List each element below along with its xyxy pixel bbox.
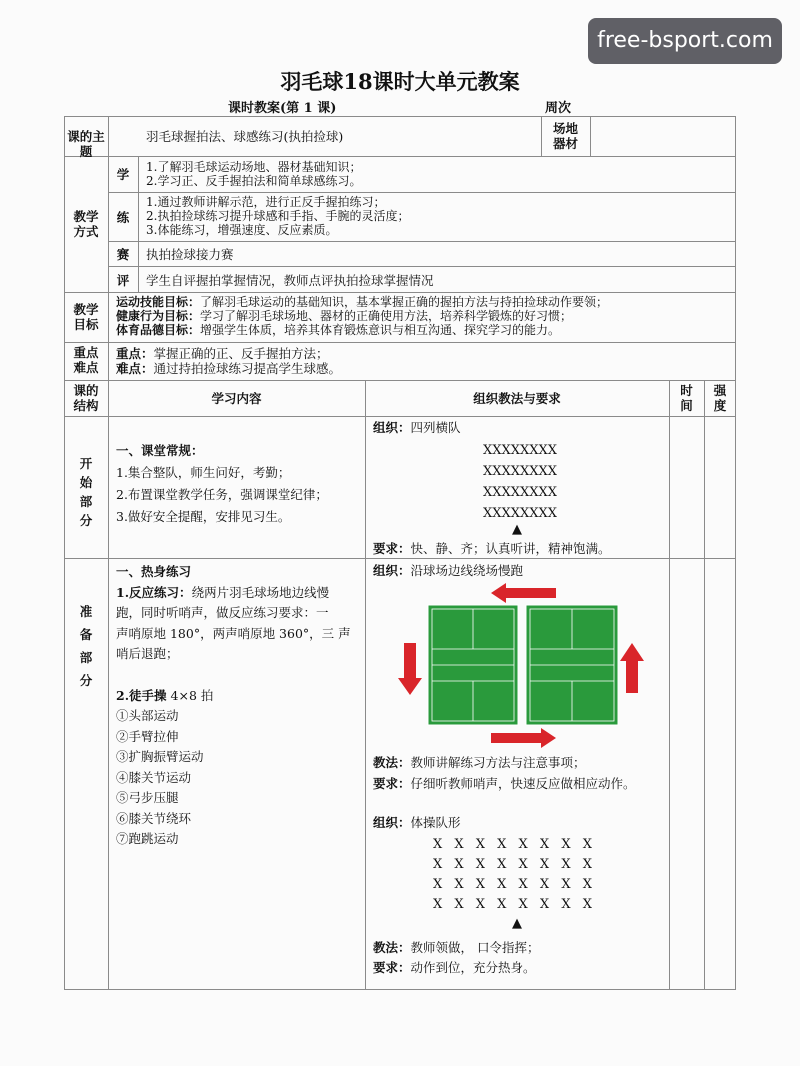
arrow-top <box>491 583 556 603</box>
method-lian-text: 1.通过教师讲解示范，进行正反手握拍练习； 2.执拍捡球练习提升球感和手指、手腕的灵活度； 3.体能练习，增强速度、反应素质。 <box>146 195 410 237</box>
start-org: 组织：四列横队 <box>373 420 461 435</box>
prep-method1: 教法：教师讲解练习方法与注意事项； 要求：仔细听教师哨声，快速反应做相应动作。 <box>373 755 636 791</box>
teacher-marker: ▲ <box>512 522 522 537</box>
method-xue-label: 学 <box>116 167 130 182</box>
prep-method2: 教法：教师领做， 口令指挥； 要求：动作到位，充分热身。 <box>373 940 540 975</box>
goals-label: 教学 目标 <box>73 302 99 332</box>
method-sai-label: 赛 <box>116 247 130 262</box>
lesson-label: 课时教案(第 1 课) <box>228 101 337 116</box>
header-structure: 课的 结构 <box>73 383 99 413</box>
method-label: 教学 方式 <box>73 209 99 239</box>
prep-org2: 组织：体操队形 <box>373 815 461 830</box>
court-diagram <box>396 583 646 749</box>
arrow-bottom <box>491 728 556 748</box>
prep-content: 一、热身练习 1.反应练习：绕两片羽毛球场地边线慢 跑，同时听哨声，做反应练习要求：一 声哨原地 180°，两声哨原地 360°，三 声 哨后退跑； 2.徒手操 4×8 拍 ①头部运动 ②手臂拉伸 ③扩胸振臂运动 ④膝关节运动 ⑤弓步压腿 ⑥膝关节绕环 ⑦跑跳运动 <box>116 564 351 846</box>
header-intensity: 强 度 <box>713 383 727 413</box>
prep-org1: 组织：沿球场边线绕场慢跑 <box>373 563 524 578</box>
theme-label: 课的主题 <box>67 129 105 159</box>
lesson-plan-table <box>64 116 736 990</box>
method-lian-label: 练 <box>116 210 130 225</box>
prep-formation: X X X X X X X X X X X X X X X X X X X X X X X X X X X X X X X X <box>433 837 596 912</box>
page-title: 羽毛球18课时大单元教案 <box>280 69 520 94</box>
week-label: 周次 <box>545 101 572 116</box>
teacher-marker-2: ▲ <box>512 916 522 931</box>
theme-value: 羽毛球握拍法、球感练习(执拍捡球) <box>146 129 344 144</box>
start-content: 一、课堂常规： 1.集合整队，师生问好，考勤； 2.布置课堂教学任务，强调课堂纪律； 3.做好安全提醒，安排见习生。 <box>116 443 328 524</box>
key-list: 重点：掌握正确的正、反手握拍方法； 难点：通过持拍捡球练习提高学生球感。 <box>116 346 342 376</box>
venue-label: 场地 器材 <box>552 121 578 151</box>
prep-label: 准 备 部 分 <box>79 604 93 688</box>
method-ping-label: 评 <box>116 273 130 288</box>
start-formation: XXXXXXXX XXXXXXXX XXXXXXXX XXXXXXXX <box>483 443 558 521</box>
goals-list: 运动技能目标：了解羽毛球运动的基础知识，基本掌握正确的握拍方法与持拍捡球动作要领； 健康行为目标：学习了解羽毛球场地、器材的正确使用方法，培养科学锻炼的好习惯； 体育品德目标：增强学生体质，培养其体育锻炼意识与相互沟通、探究学习的能力。 <box>116 295 609 337</box>
header-time: 时 间 <box>680 383 693 413</box>
method-ping-text: 学生自评握拍掌握情况，教师点评执拍捡球掌握情况 <box>146 273 434 288</box>
arrow-left <box>398 643 422 695</box>
start-label: 开 始 部 分 <box>79 456 93 528</box>
start-req: 要求：快、静、齐；认真听讲，精神饱满。 <box>373 541 611 556</box>
header-content: 学习内容 <box>211 391 262 406</box>
header-org: 组织教法与要求 <box>473 391 561 406</box>
key-label: 重点 难点 <box>73 345 99 375</box>
method-sai-text: 执拍捡球接力赛 <box>146 247 234 262</box>
arrow-right <box>620 643 644 693</box>
watermark: free-bsport.com <box>588 18 782 64</box>
method-xue-text: 1.了解羽毛球运动场地、器材基础知识； 2.学习正、反手握拍法和简单球感练习。 <box>146 160 362 188</box>
